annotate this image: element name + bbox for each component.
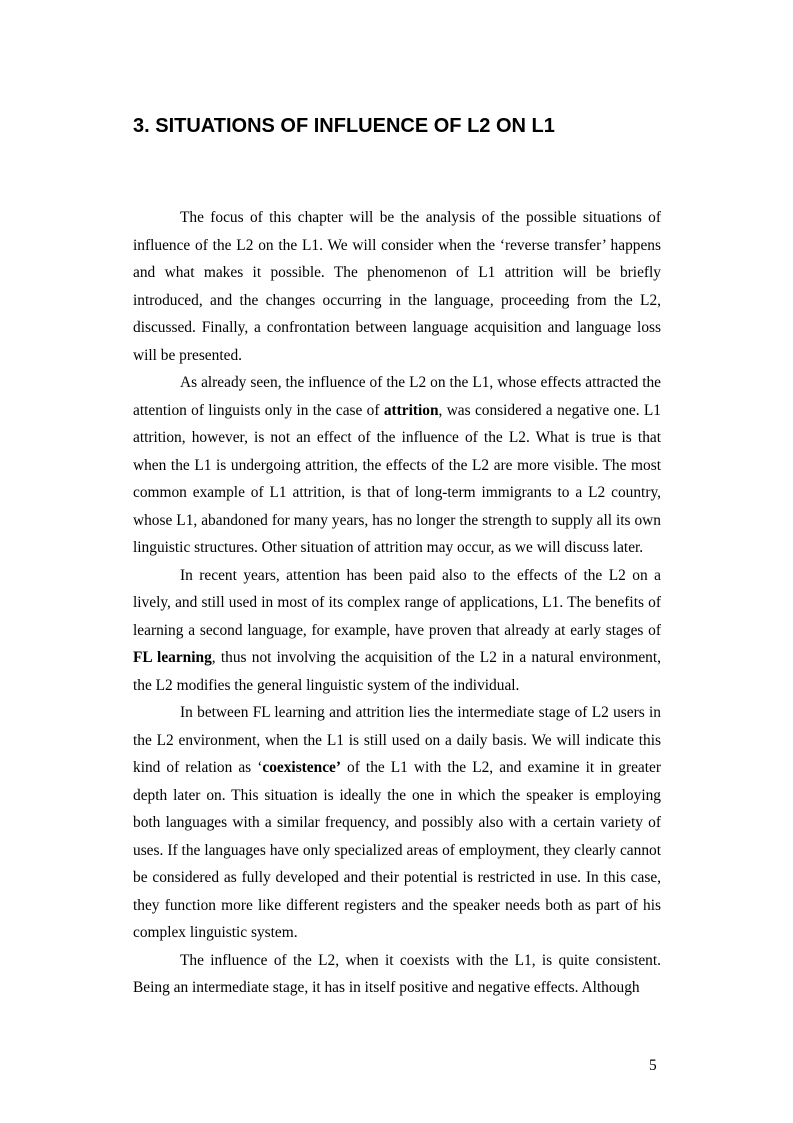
paragraph-influence: The influence of the L2, when it coexists with the L1, is quite consistent. Being an intermediate stage, it has in itself positive and negative effects. Although — [133, 951, 661, 996]
paragraph-coexistence — [133, 699, 661, 947]
chapter-heading: 3. SITUATIONS OF INFLUENCE OF L2 ON L1 — [133, 115, 555, 137]
paragraph-intro: The focus of this chapter will be the analysis of the possible situations of influence of the L2 on the L1. We will consider when the ‘reverse transfer’ happens and what makes it possible. The phenomenon of L1 attrition will be briefly introduced, and the changes occurring in the language, proceeding from the L2, discussed. Finally, a confrontation between language acquisition and language loss will be presented. — [133, 209, 661, 364]
term-coexistence: coexistence’ — [262, 759, 341, 776]
term-fl-learning: FL learning — [133, 649, 212, 666]
page-number: 5 — [649, 1057, 657, 1074]
paragraph-attrition — [133, 369, 661, 562]
paragraph-fl-learning — [133, 562, 661, 700]
term-attrition: attrition — [383, 401, 439, 419]
paragraph-text: of the L1 with the L2, and examine it in greater depth later on. This situation is ideally the one in which the speaker is employing both languages with a similar frequency, and possibly also with a certain variety of uses. If the languages have only specialized areas of employment, they clearly cannot be considered as fully developed and their potential is restricted in use. In this case, they function more like different registers and the speaker needs both as part of his complex linguistic system. — [133, 759, 661, 941]
paragraph-text: In recent years, attention has been paid also to the effects of the L2 on a lively, and still used in most of its complex range of applications, L1. The benefits of learning a second language, for example, have proven that already at early stages of — [133, 566, 661, 639]
paragraph-text: As already seen, the influence of the L2 on the L1, whose effects attracted the attention of linguists only in the case of — [133, 374, 661, 419]
paragraph-text: , was considered a negative one. L1 attrition, however, is not an effect of the influence of the L2. What is true is that when the L1 is undergoing attrition, the effects of the L2 are more visible. The most common example of L1 attrition, is that of long-term immigrants to a L2 country, whose L1, abandoned for many years, has no longer the strength to supply all its own linguistic structures. Other situation of attrition may occur, as we will discuss later. — [133, 401, 661, 556]
paragraph-text: In between FL learning and attrition lies the intermediate stage of L2 users in the L2 environment, when the L1 is still used on a daily basis. We will indicate this kind of relation as ‘ — [133, 704, 661, 776]
paragraph-text: , thus not involving the acquisition of the L2 in a natural environment, the L2 modifies the general linguistic system of the individual. — [133, 649, 661, 694]
chapter-body — [133, 204, 661, 1002]
